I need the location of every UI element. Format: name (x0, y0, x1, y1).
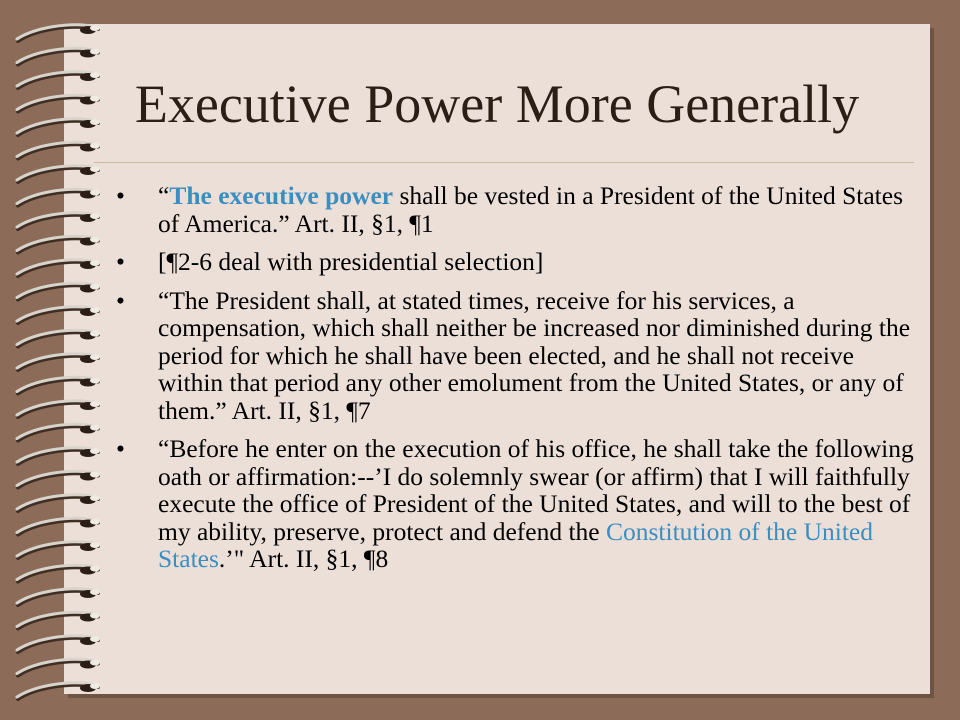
slide-page (64, 24, 930, 694)
binding-ring (17, 260, 100, 276)
binding-ring (17, 213, 100, 229)
binding-ring (17, 95, 100, 111)
binding-ring (17, 495, 100, 511)
bullet-icon: • (116, 285, 125, 315)
title-divider (94, 162, 914, 163)
binding-ring (17, 354, 100, 370)
binding-ring (17, 236, 100, 252)
binding-ring (17, 283, 100, 299)
bullet-item-oath (116, 435, 916, 573)
bullet-text: “The President shall, at stated times, receive for his services, a compensation, which shall neither be increased nor diminished during the period for which he shall have been elected, and he shall not receive within that period any other emolument from the United States, or any of them.” Art. II, §1, ¶7 (158, 285, 911, 425)
binding-ring (17, 119, 100, 135)
highlight-constitution: Constitution of the United States (158, 516, 873, 573)
bullet-closing: .’" Art. II, §1, ¶8 (218, 544, 389, 573)
spiral-binding-icon (0, 0, 120, 720)
bullet-icon: • (116, 181, 125, 210)
binding-ring (17, 589, 100, 605)
bullet-item-selection (116, 248, 916, 276)
bullet-item-compensation (116, 287, 916, 425)
bullet-text: shall be vested in a President of the United States of America.” Art. II, §1, ¶1 (158, 181, 903, 238)
binding-ring (17, 330, 100, 346)
bullet-icon: • (116, 434, 125, 463)
binding-ring (17, 612, 100, 628)
bullet-text: [¶2-6 deal with presidential selection] (158, 247, 544, 276)
binding-ring (17, 542, 100, 558)
binding-ring (17, 377, 100, 393)
slide-title: Executive Power More Generally (134, 74, 860, 134)
binding-ring (17, 72, 100, 88)
bullet-list (116, 182, 916, 584)
bullet-text: “Before he enter on the execution of his office, he shall take the following oath or affirmation:--’I do solemnly swear (or affirm) that I will faithfully execute the office of President of the United States, and will to the best of my ability, preserve, protect and defend the (158, 434, 914, 546)
binding-ring (17, 565, 100, 581)
binding-ring (17, 471, 100, 487)
binding-ring (17, 307, 100, 323)
binding-ring (17, 189, 100, 205)
highlight-executive-power: The executive power (169, 181, 394, 210)
binding-ring (17, 166, 100, 182)
binding-ring (17, 424, 100, 440)
binding-ring (17, 659, 100, 675)
binding-ring (17, 142, 100, 158)
binding-ring (17, 25, 100, 41)
open-quote: “ (158, 181, 170, 210)
bullet-icon: • (116, 247, 125, 276)
binding-ring (17, 518, 100, 534)
bullet-item-executive-power (116, 182, 916, 237)
binding-ring (17, 48, 100, 64)
binding-ring (17, 683, 100, 699)
binding-ring (17, 636, 100, 652)
binding-ring (17, 401, 100, 417)
binding-ring (17, 448, 100, 464)
